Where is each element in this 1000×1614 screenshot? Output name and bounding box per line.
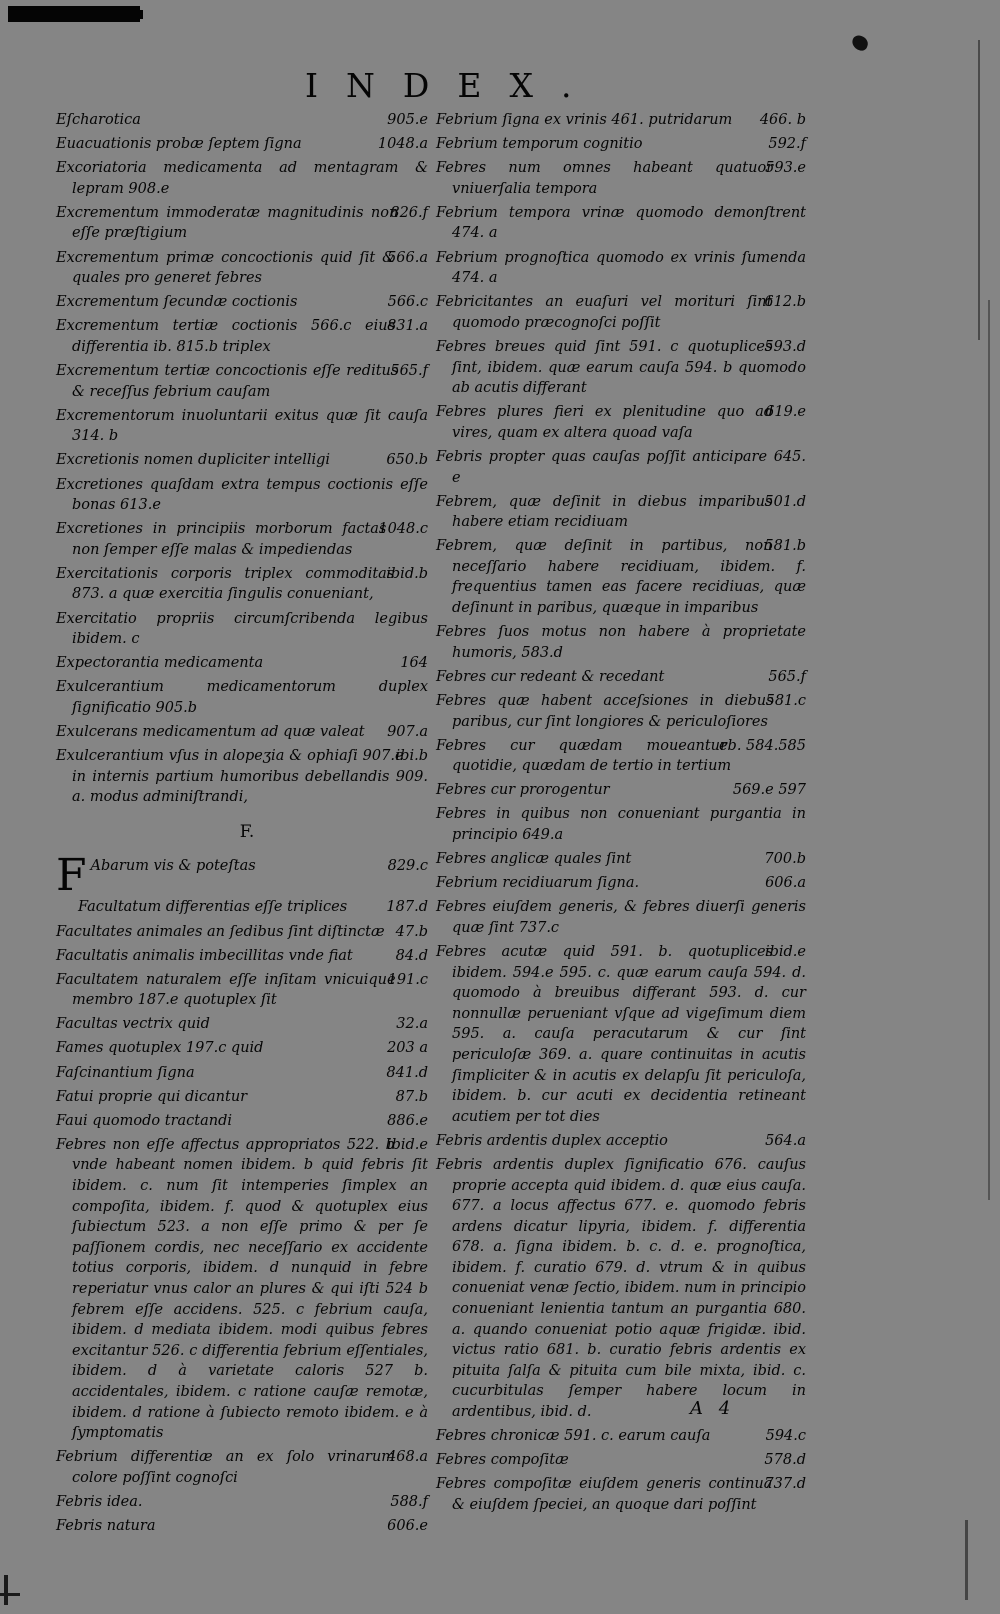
index-entry — [56, 450, 428, 471]
entry-text: Febris propter quas cauſas poſſit anticipare 645. e — [436, 448, 806, 486]
entry-text: Exulcerantium vſus in alopeʒia & ophiaſi 907.e in internis partium humoribus debellandis 909. a. modus adminiſtrandi, — [56, 748, 428, 806]
page-reference: 1048.c — [378, 521, 428, 538]
page-reference: 468.a — [387, 1449, 428, 1466]
entry-text: Facultatem naturalem eſſe inſitam vnicuique membro 187.e quotuplex ſit — [56, 971, 396, 1009]
page-reference: 831.a — [387, 318, 428, 335]
entry-text: Facultatis animalis imbecillitas vnde fiat — [56, 947, 353, 964]
page-reference: ibid.e — [386, 1136, 428, 1153]
index-entry — [436, 942, 806, 1127]
index-entry — [56, 134, 428, 155]
entry-text: Facultatum differentias eſſe triplices — [78, 899, 348, 916]
page-reference: 47.b — [395, 923, 428, 940]
entry-text: Fames quotuplex 197.c quid — [56, 1040, 264, 1057]
index-entry — [56, 1492, 428, 1513]
page-reference: 594.c — [765, 1428, 806, 1445]
entry-text: Excretionis nomen dupliciter intelligi — [56, 452, 331, 469]
index-entry — [436, 1474, 806, 1515]
page-reference: 592.f — [768, 136, 806, 153]
index-entry — [436, 248, 806, 289]
entry-text: Febrium tempora vrinæ quomodo demonſtrent 474. a — [436, 204, 806, 242]
index-entry — [56, 1447, 428, 1488]
entry-text: Febres num omnes habeant quatuor vniuerſalia tempora — [436, 160, 774, 197]
index-entry — [436, 292, 806, 333]
page-title: INDEX. — [305, 66, 600, 105]
entry-text: Febres in quibus non conueniant purgantia in principio 649.a — [436, 806, 806, 843]
index-column-right — [436, 110, 806, 1519]
entry-text: Facultas vectrix quid — [56, 1016, 210, 1033]
scan-edge-black-bar — [8, 6, 140, 22]
page-reference: 87.b — [395, 1088, 428, 1105]
index-entry — [436, 1450, 806, 1471]
scan-edge-tick — [140, 10, 143, 19]
page-reference: 566.a — [387, 249, 428, 266]
page-reference: 907.a — [387, 724, 428, 741]
index-entry — [56, 609, 428, 650]
entry-text: Excrementorum inuoluntarii exitus quæ ſit cauſa 314. b — [56, 407, 428, 445]
index-entry — [56, 653, 428, 674]
index-entry — [436, 158, 806, 199]
entry-text: Eſcharotica — [56, 112, 141, 128]
index-entry — [56, 746, 428, 808]
index-entry — [56, 519, 428, 560]
index-entry — [436, 447, 806, 488]
entry-text: Abarum vis & poteſtas — [90, 857, 256, 874]
page-reference: 606.e — [387, 1518, 428, 1535]
index-column-left — [56, 110, 428, 1540]
page-reference: 593.d — [764, 338, 806, 355]
entry-text: Febris natura — [56, 1518, 156, 1535]
entry-text: Excoriatoria medicamenta ad mentagram & lepram 908.e — [56, 160, 428, 197]
signature-mark: A 4 — [690, 1398, 731, 1419]
index-entry — [56, 203, 428, 244]
entry-text: Febrium temporum cognitio — [436, 136, 643, 153]
index-entry — [56, 946, 428, 967]
page-reference: 581.b — [764, 538, 806, 555]
entry-text: Excrementum tertiæ coctionis 566.c eius differentia ib. 815.b triplex — [56, 318, 396, 355]
entry-text: Febris ardentis duplex acceptio — [436, 1132, 668, 1149]
index-entry — [436, 134, 806, 155]
index-entry — [56, 849, 428, 901]
entry-text: Febres chronicæ 591. c. earum cauſa — [436, 1428, 711, 1445]
index-entry — [436, 1131, 806, 1152]
page-reference: 566.c — [387, 294, 428, 311]
entry-text: Exulcerans medicamentum ad quæ valeat — [56, 724, 365, 741]
index-entry — [436, 897, 806, 938]
index-entry — [436, 536, 806, 618]
entry-text: Excretiones in principiis morborum factas non ſemper eſſe malas & impediendas — [56, 521, 387, 558]
index-entry — [56, 564, 428, 605]
page-reference: ibid.b — [386, 565, 428, 582]
index-entry — [56, 897, 428, 918]
entry-text: Euacuationis probæ ſeptem ſigna — [56, 136, 302, 153]
drop-cap-initial: F — [56, 849, 87, 901]
page-reference: 565.f — [390, 363, 428, 380]
page-reference: 203 a — [387, 1040, 428, 1057]
page-reference: 700.b — [764, 851, 806, 868]
entry-text: Febres cur quædam moueantur quotidie, quædam de tertio in tertium — [436, 737, 732, 775]
page-reference: 569.e 597 — [732, 782, 806, 799]
entry-text: Excrementum immoderatæ magnitudinis non eſſe præſtigium — [56, 204, 399, 242]
index-entry — [436, 203, 806, 244]
entry-text: Febres non eſſe affectus appropriatos 522. b vnde habeant nomen ibidem. b quid febris ſit ibidem. c. num ſit intemperies ſimplex an compoſita, ibidem. f. quod & quotuplex eius ſubiectum 523. a non eſſe primo & per ſe paſſionem cordis, nec neceſſario ex accidente totius corporis, ibidem. d nunquid in febre reperiatur vnus calor an plures & qui iſti 524 b febrem eſſe accidens. 525. c febrium cauſa, ibidem. d mediata ibidem. modi quibus febres excitantur 526. c differentia febrium eſſentiales, ibidem. d à varietate caloris 527 b. accidentales, ibidem. c ratione cauſæ remotæ, ibidem. d ratione à ſubiecto remoto ibidem. e à ſymptomatis — [56, 1136, 428, 1442]
index-entry — [56, 970, 428, 1011]
page-reference: ibi.b — [395, 748, 428, 765]
entry-text: Faui quomodo tractandi — [56, 1112, 233, 1129]
page-corner-mark — [0, 1593, 20, 1596]
entry-text: Excretiones quaſdam extra tempus coctionis eſſe bonas 613.e — [56, 476, 428, 514]
page-reference: 588.f — [390, 1493, 428, 1510]
page-reference: 737.d — [764, 1476, 806, 1493]
entry-text: Febres cur prorogentur — [436, 782, 610, 799]
entry-text: Febrium recidiuarum ſigna. — [436, 875, 640, 892]
index-entry — [436, 492, 806, 533]
index-entry — [436, 873, 806, 894]
entry-text: Exulcerantium medicamentorum duplex ſignificatio 905.b — [56, 679, 428, 716]
page-reference: 905.e — [387, 112, 428, 128]
entry-text: Excrementum tertiæ concoctionis eſſe reditus & receſſus febrium cauſam — [56, 363, 399, 400]
index-entry — [436, 110, 806, 131]
entry-text: Febrium ſigna ex vrinis 461. putridarum — [436, 112, 733, 128]
index-entry — [56, 475, 428, 516]
index-entry — [436, 849, 806, 870]
page-reference: 606.a — [765, 875, 806, 892]
entry-text: Febrem, quæ deſinit in diebus imparibus habere etiam recidiuam — [436, 493, 773, 531]
index-entry — [56, 722, 428, 743]
entry-text: Excrementum primæ concoctionis quid ſit & quales pro generet febres — [56, 249, 396, 287]
index-entry — [436, 691, 806, 732]
page-reference: 581.c — [765, 692, 806, 709]
entry-text: Febricitantes an euaſuri vel morituri ſint quomodo præcognoſci poſſit — [436, 294, 773, 331]
index-entry — [436, 402, 806, 443]
page-corner-mark — [4, 1575, 8, 1605]
index-entry — [436, 1155, 806, 1423]
index-entry — [56, 1516, 428, 1537]
index-entry — [436, 667, 806, 688]
entry-text: Febres breues quid ſint 591. c quotuplices ſint, ibidem. quæ earum cauſa 594. b quomodo ab acutis differant — [436, 338, 806, 397]
entry-text: Febres compoſitæ — [436, 1452, 569, 1469]
index-entry — [436, 1426, 806, 1447]
entry-text: Febres ſuos motus non habere à proprietate humoris, 583.d — [436, 624, 806, 661]
page-reference: 84.d — [395, 947, 428, 964]
index-entry — [436, 622, 806, 663]
index-entry — [56, 110, 428, 131]
page-reference: 191.c — [387, 971, 428, 988]
index-entry — [56, 406, 428, 447]
section-heading-letter: F. — [239, 821, 255, 842]
page-reference: ibid.e — [764, 943, 806, 960]
entry-text: Expectorantia medicamenta — [56, 655, 264, 672]
page-edge-shadow — [978, 40, 980, 340]
page-reference: 501.d — [764, 493, 806, 510]
page-reference: 841.d — [386, 1064, 428, 1081]
entry-text: Faſcinantium ſigna — [56, 1064, 195, 1081]
page-reference: 565.f — [768, 668, 806, 685]
entry-text: Febres plures fieri ex plenitudine quo ad vires, quam ex altera quoad vaſa — [436, 404, 774, 441]
index-entry — [436, 804, 806, 845]
page-reference: 829.c — [387, 857, 428, 874]
entry-text: Febres anglicæ quales ſint — [436, 851, 632, 868]
index-entry — [56, 361, 428, 402]
entry-text: Febrem, quæ deſinit in partibus, non neceſſario habere recidiuam, ibidem. f. frequentius tamen eas facere recidiuas, quæ deſinunt in paribus, quæque in imparibus — [436, 538, 806, 617]
page-reference: eb. 584.585 — [718, 737, 806, 754]
index-entry — [56, 1038, 428, 1059]
entry-text: Febres cur redeant & recedant — [436, 668, 665, 685]
index-entry — [56, 677, 428, 718]
page-reference: 164 — [400, 655, 428, 672]
entry-text: Febris ardentis duplex ſignificatio 676. cauſus proprie accepta quid ibidem. d. quæ eius cauſa. 677. a locus affectus 677. e. quomodo febris ardens dicatur lipyria, ibidem. f. differentia 678. a. ſigna ibidem. b. c. d. e. prognoſtica, ibidem. f. curatio 679. d. vtrum & in quibus conueniat venæ ſectio, ibidem. num in principio conueniant lenientia tantum an purgantia 680. a. quando conueniat potio aquæ frigidæ. ibid. victus ratio 681. b. curatio febris ardentis ex pituita ſalſa & pituita cum bile mixta, ibid. c. cucurbitulas ſemper habere locum in ardentibus, ibid. d. — [436, 1156, 806, 1421]
index-entry — [56, 1063, 428, 1084]
page-reference: 612.b — [764, 294, 806, 311]
page-reference: 1048.a — [377, 136, 428, 153]
page-reference: 578.d — [764, 1452, 806, 1469]
index-entry — [56, 248, 428, 289]
page-reference: 650.b — [386, 452, 428, 469]
index-entry — [56, 1087, 428, 1108]
page-edge-shadow — [965, 1520, 968, 1600]
index-entry — [436, 337, 806, 399]
entry-text: Febres compoſitæ eiuſdem generis continua & eiuſdem ſpeciei, an quoque dari poſſint — [436, 1476, 773, 1513]
index-entry — [56, 316, 428, 357]
index-entry — [56, 1111, 428, 1132]
entry-text: Exercitatio propriis circumſcribenda legibus ibidem. c — [56, 610, 428, 648]
index-entry — [56, 1014, 428, 1035]
page-reference: 886.e — [387, 1112, 428, 1129]
entry-text: Febrium prognoſtica quomodo ex vrinis ſumenda 474. a — [436, 249, 806, 287]
index-entry — [56, 922, 428, 943]
page-reference: 466. b — [759, 112, 806, 128]
ink-blot — [850, 34, 870, 53]
entry-text: Fatui proprie qui dicantur — [56, 1088, 248, 1105]
page-reference: 619.e — [765, 404, 806, 421]
index-entry — [436, 736, 806, 777]
index-entry — [56, 292, 428, 313]
page-reference: 32.a — [396, 1016, 428, 1033]
index-entry — [56, 1135, 428, 1444]
entry-text: Febres acutæ quid 591. b. quotuplices ibidem. 594.e 595. c. quæ earum cauſa 594. d. quomodo à breuibus differant 593. d. cur nonnullæ perueniant vſque ad vigeſimum diem 595. a. cauſa peracutarum & cur ſint periculoſæ 369. a. quare continuitas in acutis ſimpliciter & in acutis ex delapſu ſit periculoſa, ibidem. b. cur acuti ex decidentia retineant acutiem per tot dies — [436, 943, 806, 1125]
entry-text: Exercitationis corporis triplex commoditas 873. a quæ exercitia ſingulis conueniant, — [56, 565, 395, 603]
page-reference: 826.f — [390, 204, 428, 221]
page-reference: 564.a — [765, 1132, 806, 1149]
entry-text: Febrium differentiæ an ex ſolo vrinarum colore poſſint cognoſci — [56, 1449, 396, 1486]
page-edge-shadow — [988, 300, 990, 1200]
entry-text: Facultates animales an ſedibus ſint diſtinctæ — [56, 923, 385, 940]
entry-text: Febres quæ habent acceſsiones in diebus paribus, cur ſint longiores & periculoſiores — [436, 692, 774, 730]
entry-text: Febres eiuſdem generis, & febres diuerſi generis quæ ſint 737.c — [436, 899, 806, 936]
entry-text: Excrementum ſecundæ coctionis — [56, 294, 298, 311]
index-entry — [56, 158, 428, 199]
page-reference: 593.e — [765, 160, 806, 177]
entry-text: Febris idea. — [56, 1493, 143, 1510]
index-entry — [436, 780, 806, 801]
page-reference: 187.d — [386, 899, 428, 916]
